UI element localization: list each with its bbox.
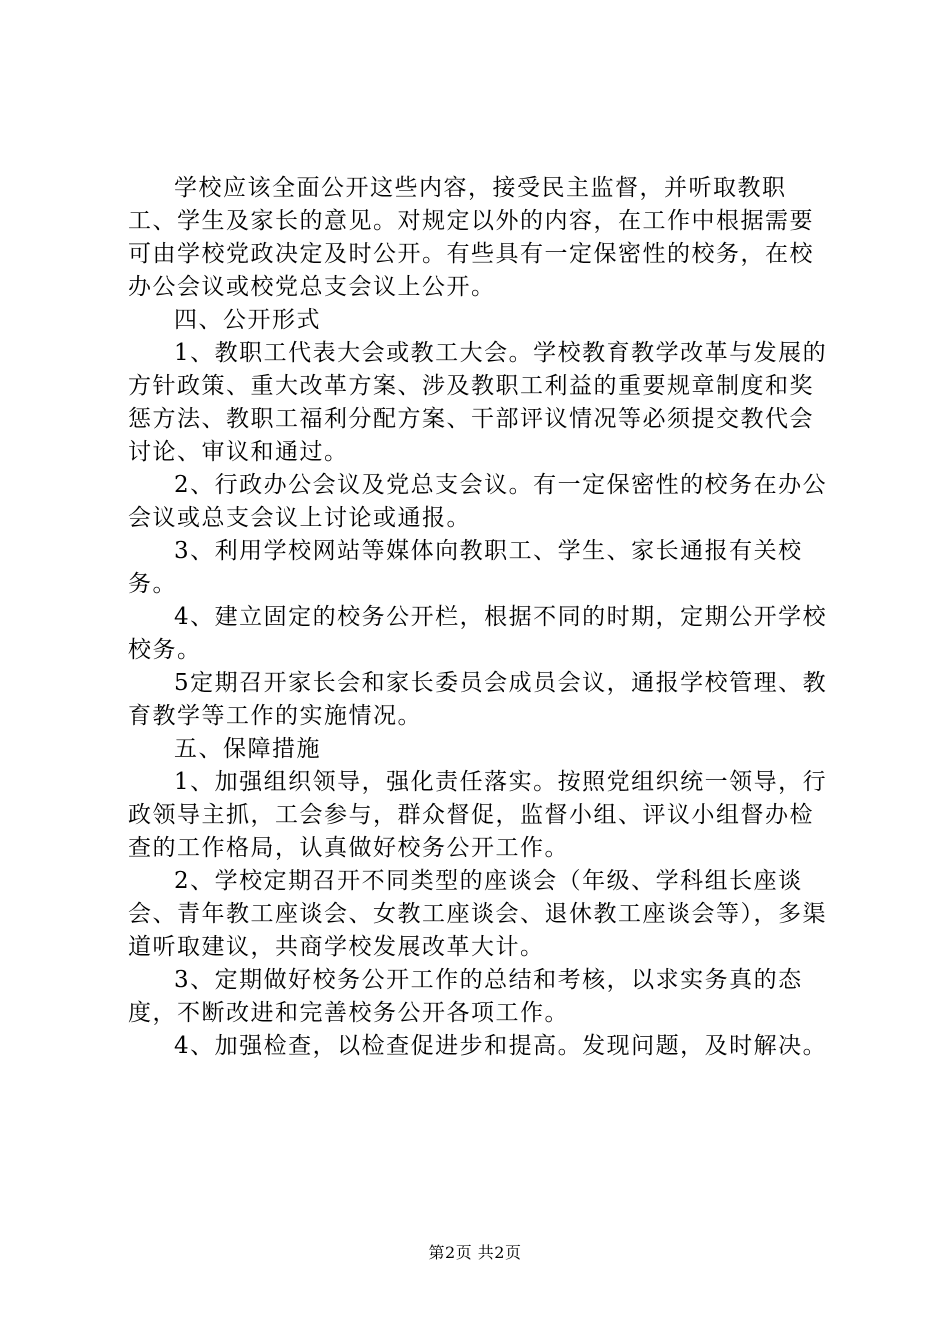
section-heading-safeguards: 五、保障措施	[174, 736, 321, 762]
paragraph-safeguard-2: 2、学校定期召开不同类型的座谈会（年级、学科组长座谈会、青年教工座谈会、女教工座谈会、退休教工座谈会等），多渠道听取建议，共商学校发展改革大计。	[128, 868, 827, 960]
paragraph-safeguard-1: 1、加强组织领导，强化责任落实。按照党组织统一领导，行政领导主抓，工会参与，群众督促，监督小组、评议小组督办检查的工作格局，认真做好校务公开工作。	[128, 769, 828, 861]
paragraph-form-2: 2、行政办公会议及党总支会议。有一定保密性的校务在办公会议或总支会议上讨论或通报。	[128, 472, 828, 531]
paragraph-form-3: 3、利用学校网站等媒体向教职工、学生、家长通报有关校务。	[128, 538, 803, 597]
paragraph-safeguard-3: 3、定期做好校务公开工作的总结和考核，以求实务真的态度，不断改进和完善校务公开各项工作。	[128, 967, 803, 1026]
paragraph-form-1: 1、教职工代表大会或教工大会。学校教育教学改革与发展的方针政策、重大改革方案、涉及教职工利益的重要规章制度和奖惩方法、教职工福利分配方案、干部评议情况等必须提交教代会讨论、审议和通过。	[128, 340, 828, 465]
paragraph-form-4: 4、建立固定的校务公开栏，根据不同的时期，定期公开学校校务。	[128, 604, 828, 663]
page-number-footer: 第2页 共2页	[428, 1243, 522, 1262]
paragraph-safeguard-4: 4、加强检查，以检查促进步和提高。发现问题，及时解决。	[174, 1033, 828, 1059]
paragraph-form-5: 5定期召开家长会和家长委员会成员会议，通报学校管理、教育教学等工作的实施情况。	[128, 670, 828, 729]
section-heading-disclosure-forms: 四、公开形式	[174, 307, 321, 333]
document-body	[128, 172, 830, 1063]
paragraph-disclosure-intro: 学校应该全面公开这些内容，接受民主监督，并听取教职工、学生及家长的意见。对规定以外的内容，在工作中根据需要可由学校党政决定及时公开。有些具有一定保密性的校务，在校办公会议或校党总支会议上公开。	[128, 175, 814, 300]
